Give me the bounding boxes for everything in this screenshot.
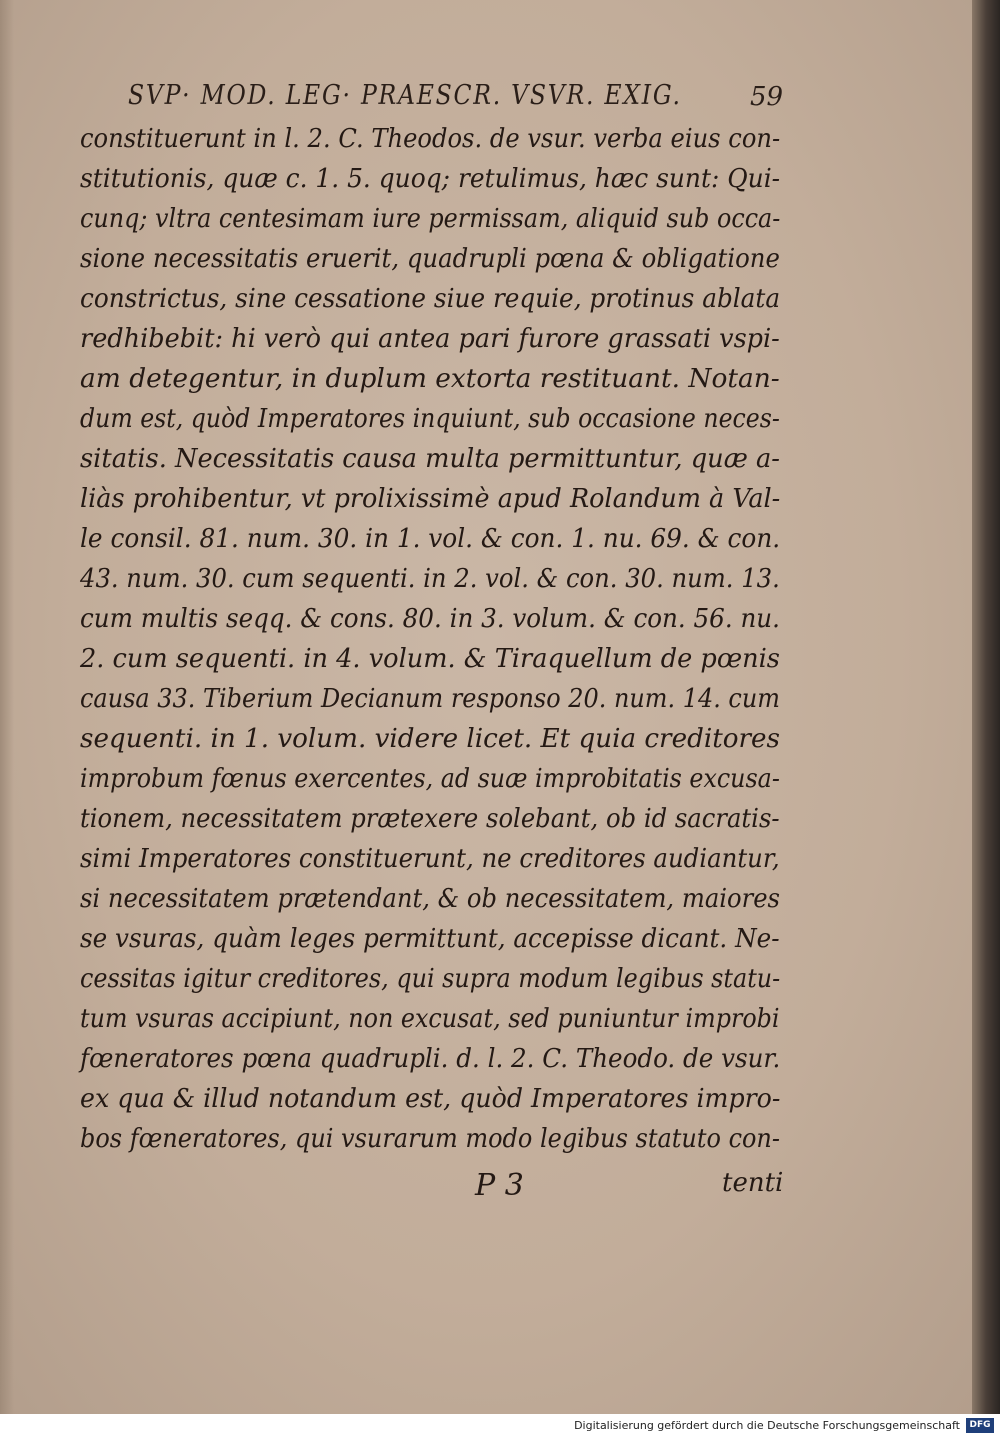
running-title: SVP· MOD. LEG· PRAESCR. VSVR. EXIG. [128,80,682,111]
text-line: 43. num. 30. cum sequenti. in 2. vol. & con. 30. num. 13. [80,564,780,594]
text-line: sitatis. Necessitatis causa multa permittuntur, quæ a- [80,444,780,474]
text-line: cessitas igitur creditores, qui supra modum legibus statu- [80,964,781,994]
text-line: liàs prohibentur, vt prolixissimè apud Rolandum à Val- [80,484,781,514]
text-line: tionem, necessitatem prætexere solebant, ob id sacratis- [80,804,780,834]
page-left-edge [0,0,14,1414]
text-line: cum multis seqq. & cons. 80. in 3. volum. & con. 56. nu. [80,604,780,634]
text-line: si necessitatem prætendant, & ob necessitatem, maiores [80,884,780,914]
text-line: causa 33. Tiberium Decianum responso 20. num. 14. cum [80,684,780,714]
page-number: 59 [750,82,784,112]
text-line: cunq; vltra centesimam iure permissam, aliquid sub occa- [80,204,781,234]
footer-bar [0,1414,1000,1439]
text-line: se vsuras, quàm leges permittunt, accepisse dicant. Ne- [80,924,780,954]
text-line: redhibebit: hi verò qui antea pari furore grassati vspi- [80,324,780,354]
text-line: tum vsuras accipiunt, non excusat, sed puniuntur improbi [80,1004,780,1034]
dfg-logo-icon: DFG [966,1418,994,1433]
text-line: 2. cum sequenti. in 4. volum. & Tiraquellum de pœnis [80,644,780,674]
text-line: sequenti. in 1. volum. videre licet. Et quia creditores [80,724,780,754]
page-right-edge [972,0,1000,1414]
text-line: le consil. 81. num. 30. in 1. vol. & con. 1. nu. 69. & con. [80,524,781,554]
text-line: dum est, quòd Imperatores inquiunt, sub occasione neces- [80,404,780,434]
text-line: sione necessitatis eruerit, quadrupli pœna & obligatione [80,244,780,274]
text-line: fœneratores pœna quadrupli. d. l. 2. C. Theodo. de vsur. [80,1044,781,1074]
signature-mark: P 3 [475,1168,524,1203]
text-line: bos fœneratores, qui vsurarum modo legibus statuto con- [80,1124,780,1154]
catchword: tenti [722,1168,784,1198]
text-line: am detegentur, in duplum extorta restituant. Notan- [80,364,780,394]
text-line: constituerunt in l. 2. C. Theodos. de vsur. verba eius con- [80,124,781,154]
text-line: ex qua & illud notandum est, quòd Imperatores impro- [80,1084,781,1114]
text-line: improbum fœnus exercentes, ad suæ improbitatis excusa- [80,764,780,794]
text-line: simi Imperatores constituerunt, ne creditores audiantur, [80,844,780,874]
text-line: stitutionis, quæ c. 1. 5. quoq; retulimus, hæc sunt: Qui- [80,164,781,194]
text-line: constrictus, sine cessatione siue requie, protinus ablata [80,284,781,314]
funding-credit: Digitalisierung gefördert durch die Deutsche Forschungsgemeinschaft [574,1419,960,1432]
